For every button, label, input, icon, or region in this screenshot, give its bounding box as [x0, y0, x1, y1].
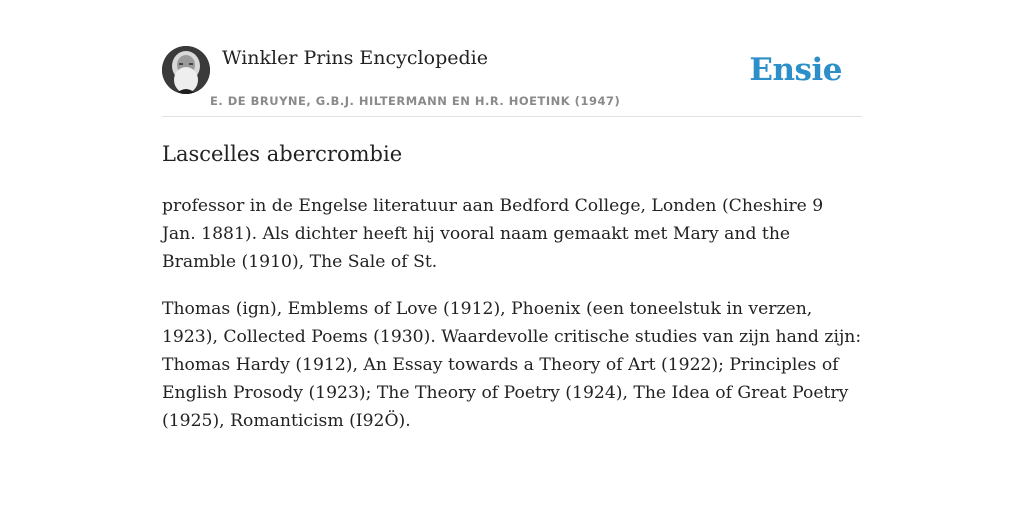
ensie-logo[interactable]: Ensie	[749, 52, 842, 88]
article-paragraph: professor in de Engelse literatuur aan Bedford College, Londen (Cheshire 9 Jan. 1881). Als dichter heeft hij vooral naam gemaakt met Mary and the Bramble (1910), The Sale of St.	[162, 196, 824, 272]
article-title: Lascelles abercrombie	[162, 142, 403, 166]
article-paragraph: Thomas (ign), Emblems of Love (1912), Phoenix (een toneelstuk in verzen, 1923), Collected Poems (1930). Waardevolle critische studies van zijn hand zijn: Thomas Hardy (1912), An Essay towards a Theory of Art (1922); Principles of English Prosody (1923); The Theory of Poetry (1924), The Idea of Great Poetry (1925), Romanticism (I92Ö).	[162, 299, 862, 431]
source-avatar-icon[interactable]	[162, 46, 210, 94]
source-authors: E. DE BRUYNE, G.B.J. HILTERMANN EN H.R. HOETINK (1947)	[210, 94, 621, 108]
source-title[interactable]: Winkler Prins Encyclopedie	[222, 47, 488, 69]
source-header	[162, 46, 862, 117]
article-body	[162, 192, 862, 454]
